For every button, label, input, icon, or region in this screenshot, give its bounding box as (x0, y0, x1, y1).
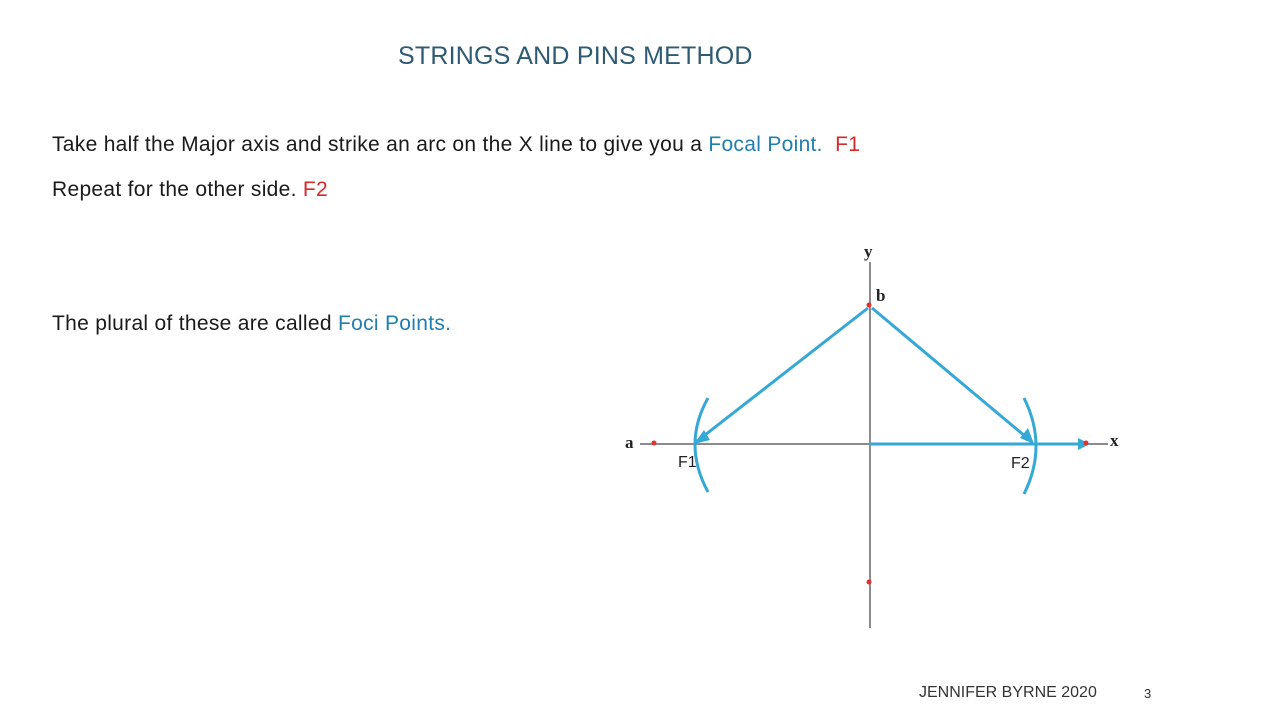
point-b (867, 303, 872, 308)
f2-diagram-label: F2 (1011, 455, 1030, 472)
slide-title: STRINGS AND PINS METHOD (398, 42, 753, 70)
footer-author: JENNIFER BYRNE 2020 (919, 684, 1097, 701)
f2-label: F2 (302, 178, 329, 201)
point-minor-end (867, 580, 872, 585)
point-major-end (1084, 441, 1089, 446)
page-number: 3 (1144, 686, 1152, 701)
f2-arc (1024, 398, 1036, 494)
b-label: b (876, 286, 886, 305)
y-axis-label: y (864, 242, 873, 261)
x-axis-label: x (1110, 431, 1119, 450)
f1-label: F1 (835, 133, 861, 156)
string-b-to-f2 (872, 308, 1032, 442)
instruction-2-text: Repeat for the other side. (52, 178, 303, 201)
a-label: a (625, 433, 634, 452)
focal-point-term: Focal Point. (708, 133, 823, 156)
f2-arrowhead (1020, 428, 1034, 444)
f1-diagram-label: F1 (678, 454, 697, 471)
foci-points-term: Foci Points. (337, 312, 452, 335)
string-b-to-f1 (696, 308, 868, 442)
instruction-3-text: The plural of these are called (52, 312, 338, 335)
point-a (652, 441, 657, 446)
instruction-1-text: Take half the Major axis and strike an arc on the X line to give you a (52, 133, 709, 156)
